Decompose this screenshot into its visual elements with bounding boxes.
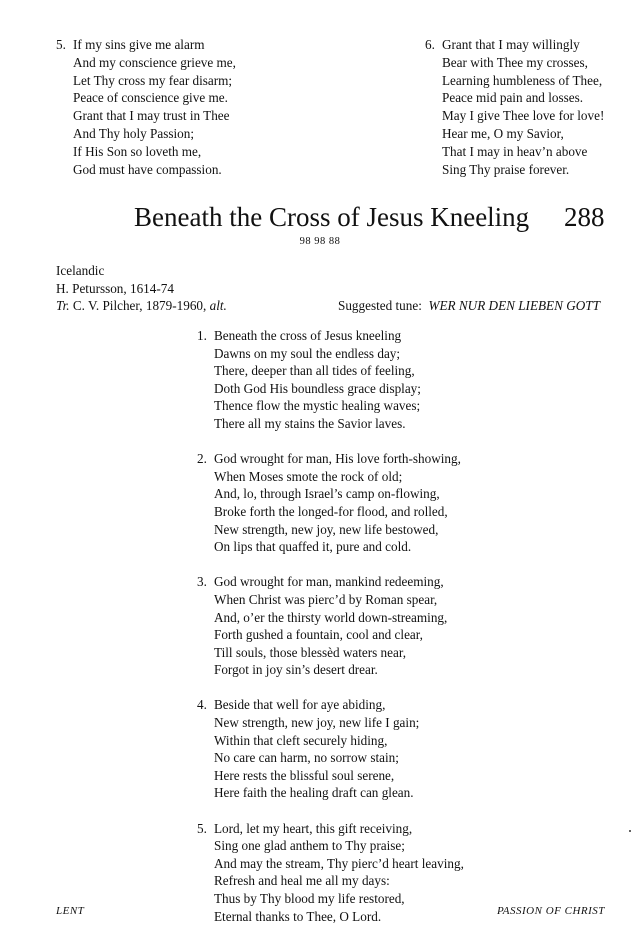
stanza-line-text: Beside that well for aye abiding, <box>214 697 386 713</box>
hymn-heading <box>0 200 640 240</box>
hymn-translator <box>56 297 227 315</box>
stanza-line <box>425 143 604 161</box>
stanza-line-text: When Christ was pierc’d by Roman spear, <box>214 591 438 607</box>
translator-suffix: alt. <box>209 298 227 313</box>
stanza-line <box>197 380 464 398</box>
stanza-line-text: And my conscience grieve me, <box>73 54 236 70</box>
footer-category: PASSION OF CHRIST <box>497 905 605 917</box>
stanza-line-text: When Moses smote the rock of old; <box>214 468 403 484</box>
stanza-line-text: Bear with Thee my crosses, <box>442 54 588 70</box>
hymn-stanza-4 <box>197 696 464 802</box>
stanza-line-text: Lord, let my heart, this gift receiving, <box>214 820 413 836</box>
stanza-line-text: Forth gushed a fountain, cool and clear, <box>214 627 423 643</box>
stanza-line-text: Thus by Thy blood my life restored, <box>214 891 405 906</box>
hymn-stanza-1 <box>197 327 464 433</box>
stanza-line-text: And may the stream, Thy pierc’d heart leaving, <box>214 855 464 871</box>
stanza-line-text: Refresh and heal me all my days: <box>214 873 390 889</box>
stanza-line-text: New strength, new joy, new life bestowed, <box>214 521 439 537</box>
previous-hymn-stanza-5 <box>56 36 236 178</box>
stanza-line-text: Let Thy cross my fear disarm; <box>73 72 233 88</box>
stanza-line-text: Sing one glad anthem to Thy praise; <box>214 838 405 854</box>
stanza-line-text: God wrought for man, His love forth-showing, <box>214 451 461 467</box>
stanza-line <box>197 573 464 591</box>
stanza-line-text: Hear me, O my Savior, <box>442 125 564 141</box>
hymn-author: H. Petursson, 1614-74 <box>56 280 174 296</box>
translator-name: C. V. Pilcher, 1879-1960, <box>72 298 207 313</box>
stanza-line-text: Doth God His boundless grace display; <box>214 380 421 396</box>
stanza-line-text: Eternal thanks to Thee, O Lord. <box>214 908 382 924</box>
stanza-line <box>197 450 464 468</box>
stanza-line <box>56 89 236 107</box>
stanza-number: 1. <box>197 328 207 343</box>
stanza-line <box>56 54 236 72</box>
stanza-line-text: Beneath the cross of Jesus kneeling <box>214 328 402 343</box>
stanza-line <box>197 538 464 556</box>
stanza-line-text: Broke forth the longed-for flood, and rolled, <box>214 503 448 519</box>
page-speck <box>629 830 631 832</box>
stanza-line <box>197 397 464 415</box>
stanza-number: 3. <box>197 574 207 590</box>
stanza-line <box>197 468 464 486</box>
stanza-line <box>197 872 464 890</box>
stanza-line <box>197 362 464 380</box>
translator-prefix: Tr. <box>56 298 70 313</box>
hymn-meter: 98 98 88 <box>299 236 341 247</box>
stanza-line-text: God must have compassion. <box>73 161 222 177</box>
stanza-line-text: God wrought for man, mankind redeeming, <box>214 574 444 590</box>
stanza-line <box>197 837 464 855</box>
stanza-number: 6. <box>425 37 435 52</box>
stanza-line-text: That I may in heav’n above <box>442 143 588 159</box>
hymn-attribution <box>56 262 227 315</box>
stanza-line <box>197 626 464 644</box>
stanza-line <box>425 36 604 54</box>
stanza-line <box>197 485 464 503</box>
stanza-line <box>197 521 464 539</box>
stanza-line <box>425 161 604 179</box>
stanza-line-text: And, lo, through Israel’s camp on-flowing, <box>214 486 440 502</box>
stanza-line <box>197 609 464 627</box>
stanza-line-text: Within that cleft securely hiding, <box>214 732 388 748</box>
stanza-line <box>197 749 464 767</box>
stanza-number: 5. <box>56 37 66 52</box>
stanza-line-text: Thence flow the mystic healing waves; <box>214 398 421 414</box>
stanza-line <box>425 125 604 143</box>
stanza-line-text: No care can harm, no sorrow stain; <box>214 750 399 766</box>
stanza-line-text: Grant that I may willingly <box>442 37 580 52</box>
suggested-tune <box>338 297 600 315</box>
stanza-line-text: Learning humbleness of Thee, <box>442 72 603 88</box>
stanza-line <box>197 415 464 433</box>
stanza-line <box>56 36 236 54</box>
stanza-line-text: Dawns on my soul the endless day; <box>214 345 401 361</box>
stanza-line <box>197 714 464 732</box>
stanza-line-text: And Thy holy Passion; <box>73 125 195 141</box>
stanza-line <box>197 890 464 908</box>
hymn-stanza-2 <box>197 450 464 556</box>
stanza-line <box>197 767 464 785</box>
stanza-line-text: New strength, new joy, new life I gain; <box>214 715 420 731</box>
stanza-line <box>425 72 604 90</box>
stanza-line <box>56 161 236 179</box>
previous-hymn-stanza-6 <box>425 36 604 178</box>
stanza-line-text: There all my stains the Savior laves. <box>214 415 406 431</box>
stanza-line-text: Peace of conscience give me. <box>73 90 228 106</box>
stanza-line-text: Grant that I may trust in Thee <box>73 108 230 124</box>
stanza-line-text: If my sins give me alarm <box>73 37 205 52</box>
stanza-line <box>197 591 464 609</box>
stanza-line <box>197 661 464 679</box>
hymn-stanza-3 <box>197 573 464 679</box>
stanza-line-text: Here rests the blissful soul serene, <box>214 767 395 783</box>
hymn-origin: Icelandic <box>56 263 105 278</box>
stanza-line <box>56 107 236 125</box>
tune-label: Suggested tune: <box>338 298 422 313</box>
stanza-line-text: Peace mid pain and losses. <box>442 90 583 106</box>
footer-season: LENT <box>56 905 85 917</box>
stanza-line-text: Forgot in joy sin’s desert drear. <box>214 662 378 678</box>
stanza-line <box>56 143 236 161</box>
hymn-stanza-5 <box>197 820 464 926</box>
hymn-title: Beneath the Cross of Jesus Kneeling <box>134 202 530 232</box>
stanza-line-text: If His Son so loveth me, <box>73 143 202 159</box>
stanza-line-text: Till souls, those blessèd waters near, <box>214 644 407 660</box>
stanza-line-text: There, deeper than all tides of feeling, <box>214 363 415 379</box>
stanza-line <box>197 855 464 873</box>
stanza-line-text: On lips that quaffed it, pure and cold. <box>214 539 412 555</box>
stanza-line <box>197 696 464 714</box>
stanza-line <box>197 644 464 662</box>
stanza-line <box>197 784 464 802</box>
stanza-line <box>197 732 464 750</box>
hymn-stanzas <box>197 327 464 943</box>
stanza-line <box>197 327 464 345</box>
stanza-line-text: May I give Thee love for love! <box>442 108 605 124</box>
stanza-line <box>425 54 604 72</box>
stanza-number: 2. <box>197 451 207 467</box>
stanza-line <box>197 345 464 363</box>
stanza-line <box>197 820 464 838</box>
stanza-number: 5. <box>197 820 207 836</box>
stanza-number: 4. <box>197 697 207 713</box>
stanza-line <box>56 72 236 90</box>
stanza-line-text: Sing Thy praise forever. <box>442 161 570 177</box>
hymn-number: 288 <box>564 202 605 232</box>
tune-name: WER NUR DEN LIEBEN GOTT <box>428 298 600 313</box>
stanza-line <box>197 908 464 926</box>
stanza-line <box>56 125 236 143</box>
stanza-line <box>197 503 464 521</box>
stanza-line-text: And, o’er the thirsty world down-streaming, <box>214 609 448 625</box>
stanza-line-text: Here faith the healing draft can glean. <box>214 785 414 801</box>
stanza-line <box>425 107 604 125</box>
stanza-line <box>425 89 604 107</box>
